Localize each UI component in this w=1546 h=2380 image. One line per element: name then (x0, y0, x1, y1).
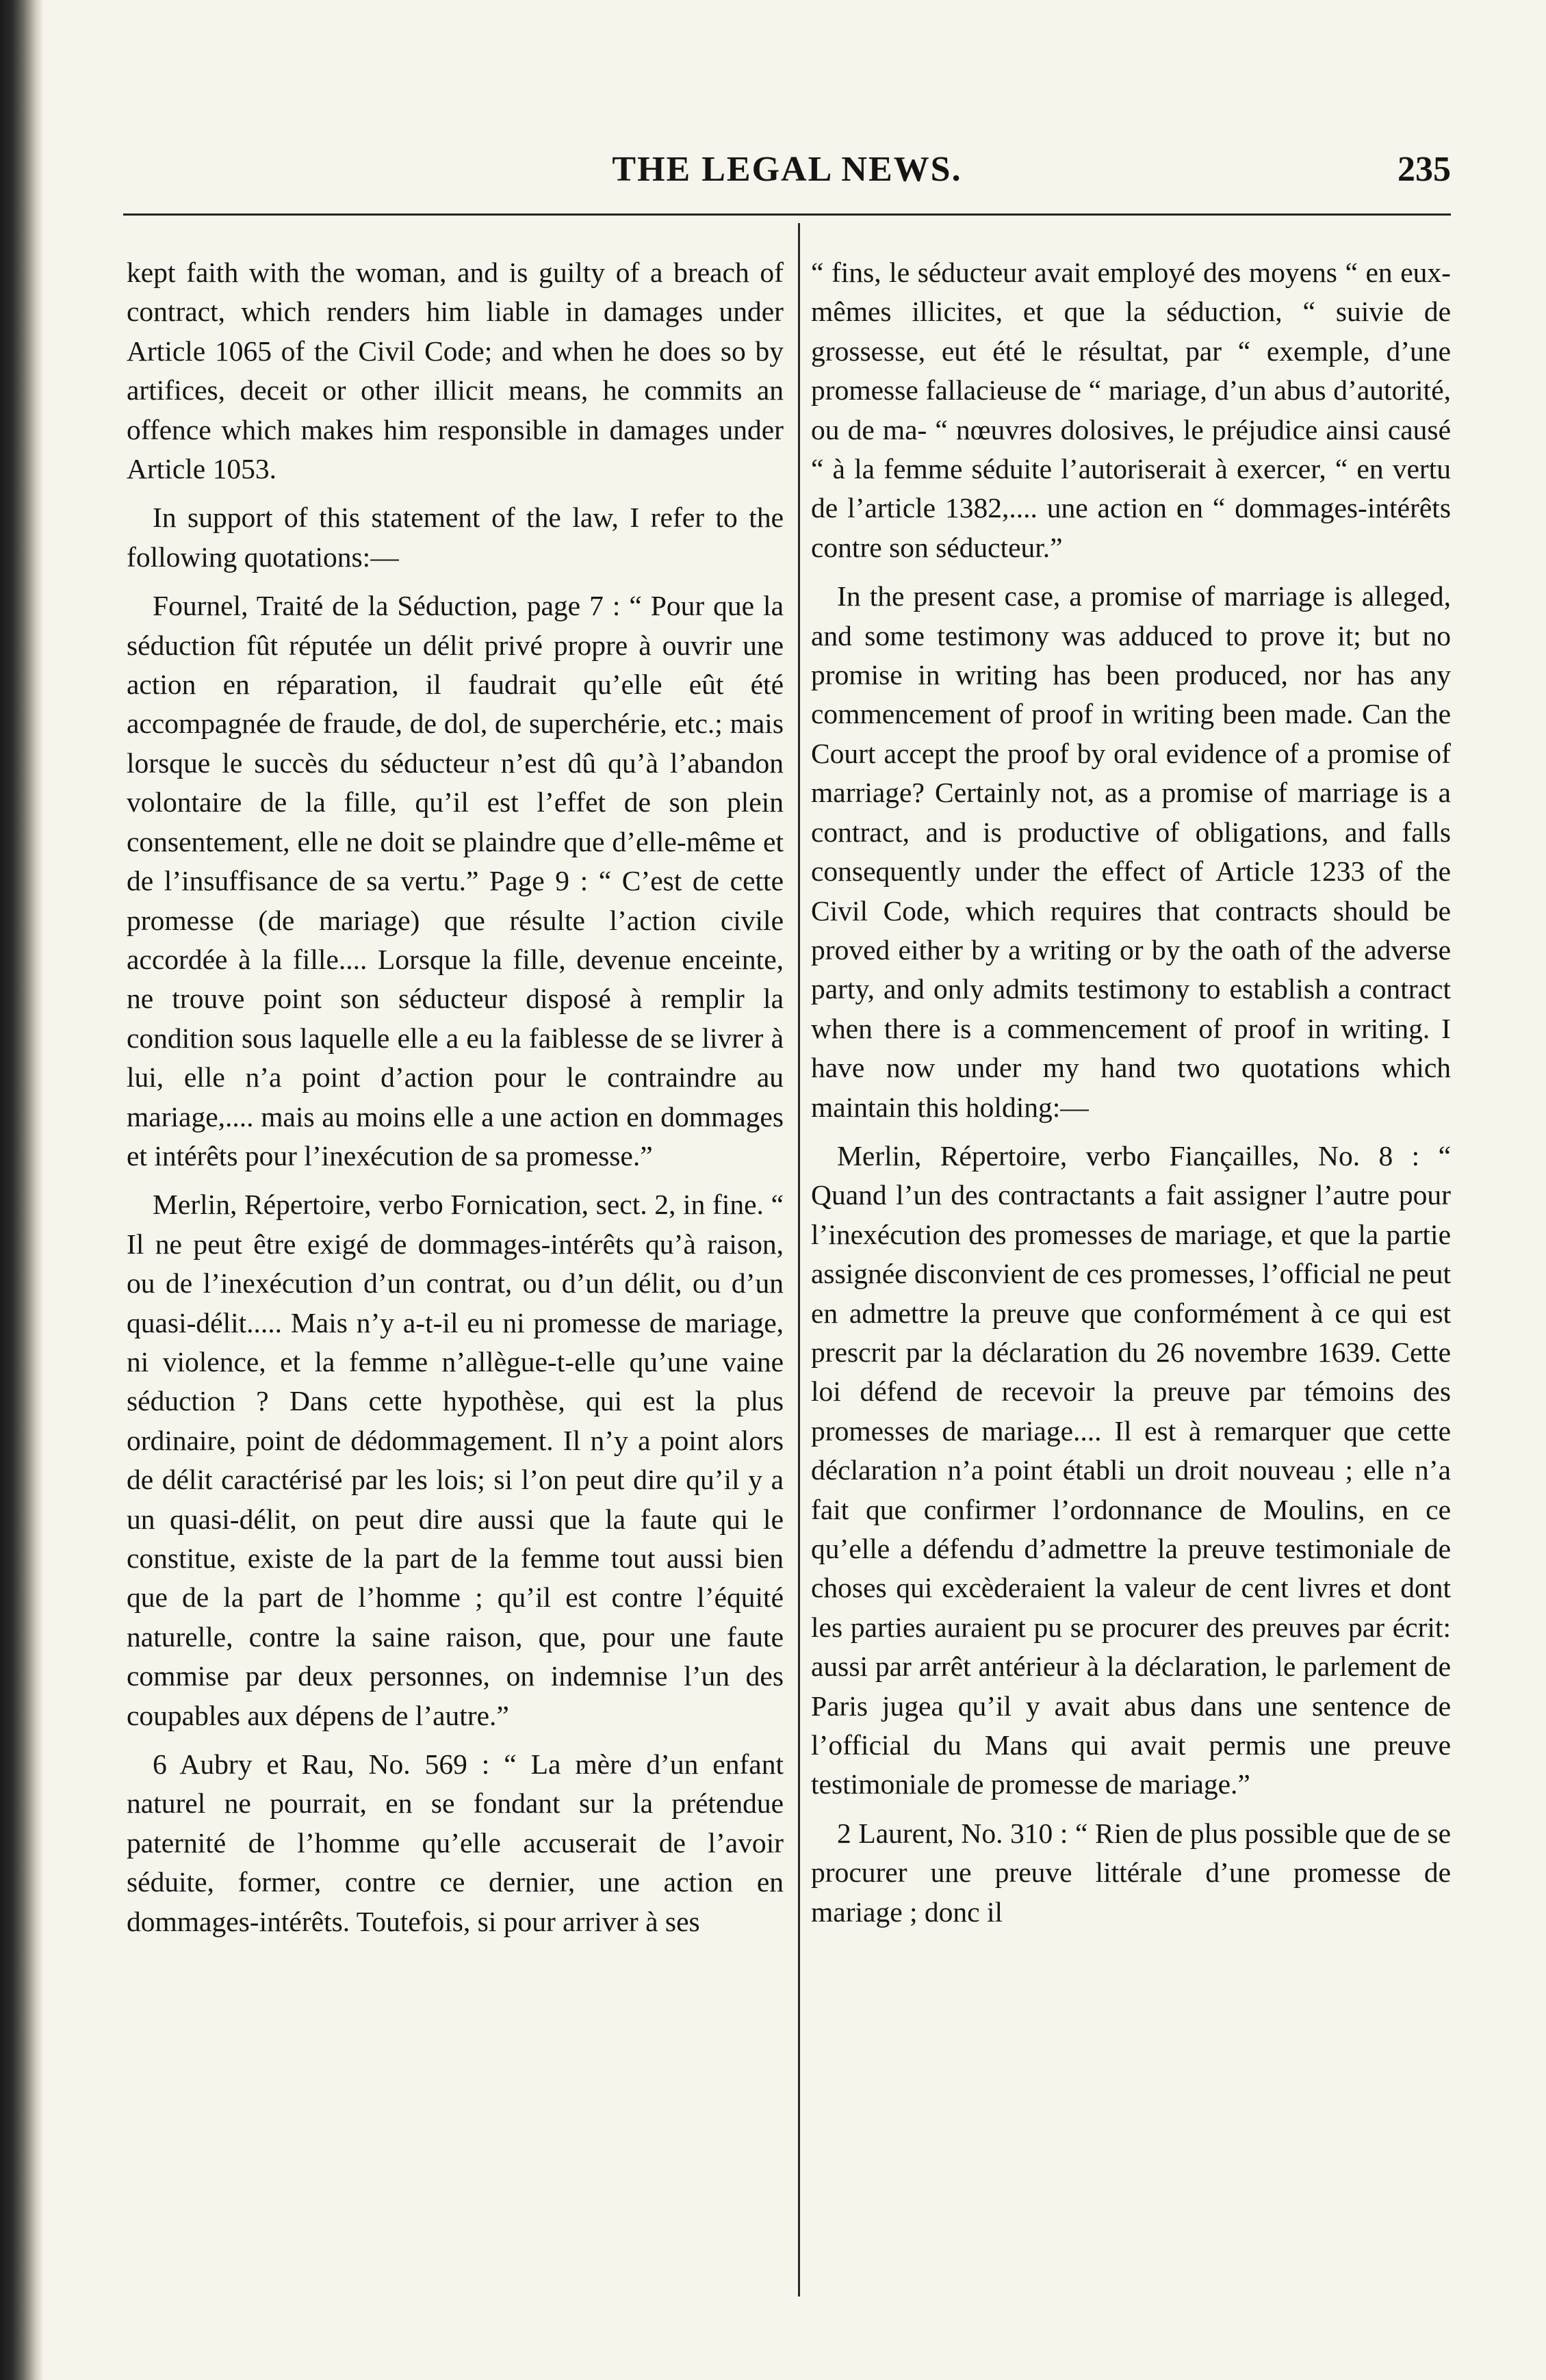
paragraph: In support of this statement of the law, I refer to the following quotations:— (127, 502, 784, 573)
page-number: 235 (1397, 150, 1451, 189)
column-divider (798, 223, 800, 2297)
paragraph: Fournel, Traité de la Séduction, page 7 : “ Pour que la séduction fût réputée un délit privé propre à ouvrir une action en réparation, il faudrait qu’elle eût été accompagnée de fraude, de dol, de superchérie, etc.; mais lorsque le succès du séducteur n’est dû qu’à l’abandon volontaire de la fille, qu’il est l’effet de son plein consentement, elle ne doit se plaindre que d’elle-même et de l’insuffisance de sa vertu.” Page 9 : “ C’est de cette promesse (de mariage) que résulte l’action civile accordée à la fille.... Lorsque la fille, devenue enceinte, ne trouve point son séducteur disposé à remplir la condition sous laquelle elle a eu la faiblesse de se livrer à lui, elle n’a point d’action pour le contraindre au mariage,.... mais au moins elle a une action en dommages et intérêts pour l’inexécution de sa promesse.” (127, 590, 784, 1172)
left-column (127, 253, 784, 1951)
paragraph: Merlin, Répertoire, verbo Fiançailles, No. 8 : “ Quand l’un des contractants a fait assigner l’autre pour l’inexécution des promesses de mariage, et que la partie assignée disconvient de ces promesses, l’official ne peut en admettre la preuve que conformément à ce qui est prescrit par la déclaration du 26 novembre 1639. Cette loi défend de recevoir la preuve par témoins des promesses de mariage.... Il est à remarquer que cette déclaration n’a point établi un droit nouveau ; elle n’a fait que confirmer l’ordonnance de Moulins, en ce qu’elle a défendu d’admettre la preuve testimoniale de choses qui excèderaient la valeur de cent livres et dont les parties auraient pu se procurer des preuves par écrit: aussi par arrêt antérieur à la déclaration, le parlement de Paris jugea qu’il y avait abus dans une sentence de l’official du Mans qui avait permis une preuve testimoniale de promesse de mariage.” (811, 1139, 1452, 1800)
paragraph: Merlin, Répertoire, verbo Fornication, sect. 2, in fine. “ Il ne peut être exigé de dommages-intérêts qu’à raison, ou de l’inexécution d’un contrat, ou d’un délit, ou d’un quasi-délit..... Mais n’y a-t-il eu ni promesse de mariage, ni violence, et la femme n’allègue-t-elle qu’une vaine séduction ? Dans cette hypothèse, qui est la plus ordinaire, point de dédommagement. Il n’y a point alors de délit caractérisé par les lois; si l’on peut dire qu’il y a un quasi-délit, on peut dire aussi que la faute qui le constitue, existe de la part de la femme tout aussi bien que de la part de l’homme ; qu’il est contre l’équité naturelle, contre la saine raison, que, pour une faute commise par deux personnes, on indemnise l’un des coupables aux dépens de l’autre.” (127, 1189, 784, 1731)
paragraph: In the present case, a promise of marriage is alleged, and some testimony was adduced to prove it; but no promise in writing has been produced, nor has any commencement of proof in writing been made. Can the Court accept the proof by oral evidence of a promise of marriage? Certainly not, as a promise of marriage is a contract, and is productive of obligations, and falls consequently under the effect of Article 1233 of the Civil Code, which requires that contracts should be proved either by a writing or by the oath of the adverse party, and only admits testimony to establish a contract when there is a commencement of proof in writing. I have now under my hand two quotations which maintain this holding:— (811, 580, 1451, 1123)
paragraph: 6 Aubry et Rau, No. 569 : “ La mère d’un enfant naturel ne pourrait, en se fondant sur la prétendue paternité de l’homme qu’elle accuserait de l’avoir séduite, former, contre ce dernier, une action en dommages-intérêts. Toutefois, si pour arriver à ses (127, 1748, 784, 1937)
right-column (811, 253, 1451, 1941)
paragraph: “ fins, le séducteur avait employé des moyens “ en eux-mêmes illicites, et que la séduction, “ suivie de grossesse, eut été le résultat, par “ exemple, d’une promesse fallacieuse de “ mariage, d’un abus d’autorité, ou de ma- “ nœuvres dolosives, le préjudice ainsi causé “ à la femme séduite l’autoriserait à exercer, “ en vertu de l’article 1382,.... une action en “ dommages-intérêts contre son séducteur.” (811, 257, 1451, 563)
header-rule (123, 214, 1451, 216)
paragraph: 2 Laurent, No. 310 : “ Rien de plus possible que de se procurer une preuve littérale d’une promesse de mariage ; donc il (811, 1817, 1451, 1928)
running-title: THE LEGAL NEWS. (612, 150, 962, 189)
page-binding-shadow (0, 0, 44, 2380)
paragraph: kept faith with the woman, and is guilty of a breach of contract, which renders him liable in damages under Article 1065 of the Civil Code; and when he does so by artifices, deceit or other illicit means, he commits an offence which makes him responsible in damages under Article 1053. (127, 257, 784, 485)
page-header (123, 149, 1451, 197)
